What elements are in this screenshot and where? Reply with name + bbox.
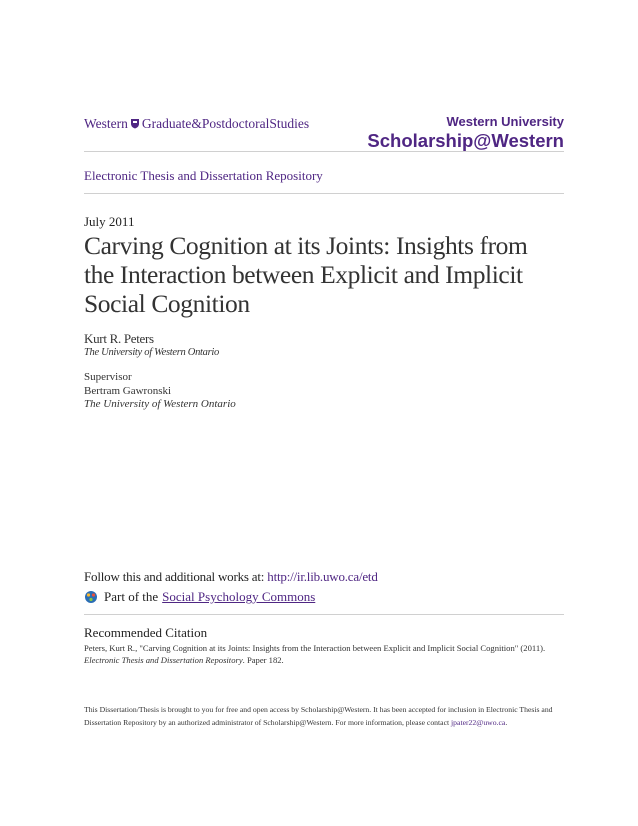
author-name: Kurt R. Peters (84, 331, 154, 346)
citation-line: Peters, Kurt R., "Carving Cognition at its Joints: Insights from the Interaction between Explicit and Implicit Social Cognition" (2011). (84, 643, 546, 653)
network-icon (84, 590, 98, 604)
citation-text (84, 642, 564, 666)
logo-western-text: Western (84, 116, 128, 131)
logo-studies-text: Graduate&PostdoctoralStudies (141, 116, 310, 131)
western-gps-logo (84, 116, 309, 132)
follow-line (84, 569, 378, 585)
scholarship-western-label: Scholarship@Western (367, 130, 564, 151)
crest-icon (130, 118, 140, 129)
western-university-label: Western University (446, 114, 564, 129)
supervisor-name: Bertram Gawronski (84, 384, 172, 397)
contact-email-link[interactable]: jpater22@uwo.ca (451, 718, 506, 727)
page-title: Carving Cognition at its Joints: Insights from the Interaction between Explicit and Implicit Social Cognition (84, 231, 528, 318)
disclaimer-end: . (505, 718, 508, 727)
supervisor-block (84, 371, 236, 412)
disclaimer-body: This Dissertation/Thesis is brought to you for free and open access by Scholarship@Western. It has been accepted for inclusion in Electronic Thesis and Dissertation Repository by an authorized administrator of Scholarship@Western. For more information, please contact (84, 705, 553, 727)
etd-url-link[interactable]: http://ir.lib.uwo.ca/etd (267, 569, 378, 584)
follow-text: Follow this and additional works at: (84, 569, 268, 584)
part-of-text: Part of the (104, 589, 159, 604)
repository-link[interactable]: Electronic Thesis and Dissertation Repository (84, 168, 323, 183)
recommended-citation-heading: Recommended Citation (84, 625, 208, 640)
divider-repo (84, 193, 564, 194)
author-affiliation: The University of Western Ontario (84, 347, 219, 358)
citation-series: Electronic Thesis and Dissertation Repository (84, 655, 243, 665)
divider-header (84, 151, 564, 152)
citation-paper: . Paper 182. (242, 655, 284, 665)
publication-date: July 2011 (84, 214, 135, 229)
disclaimer-text (84, 703, 564, 729)
part-of-line (84, 589, 315, 605)
supervisor-label: Supervisor (84, 371, 132, 383)
supervisor-affiliation: The University of Western Ontario (84, 398, 236, 410)
divider-citation (84, 614, 564, 615)
author-block (84, 331, 219, 358)
social-psychology-commons-link[interactable]: Social Psychology Commons (162, 589, 316, 604)
